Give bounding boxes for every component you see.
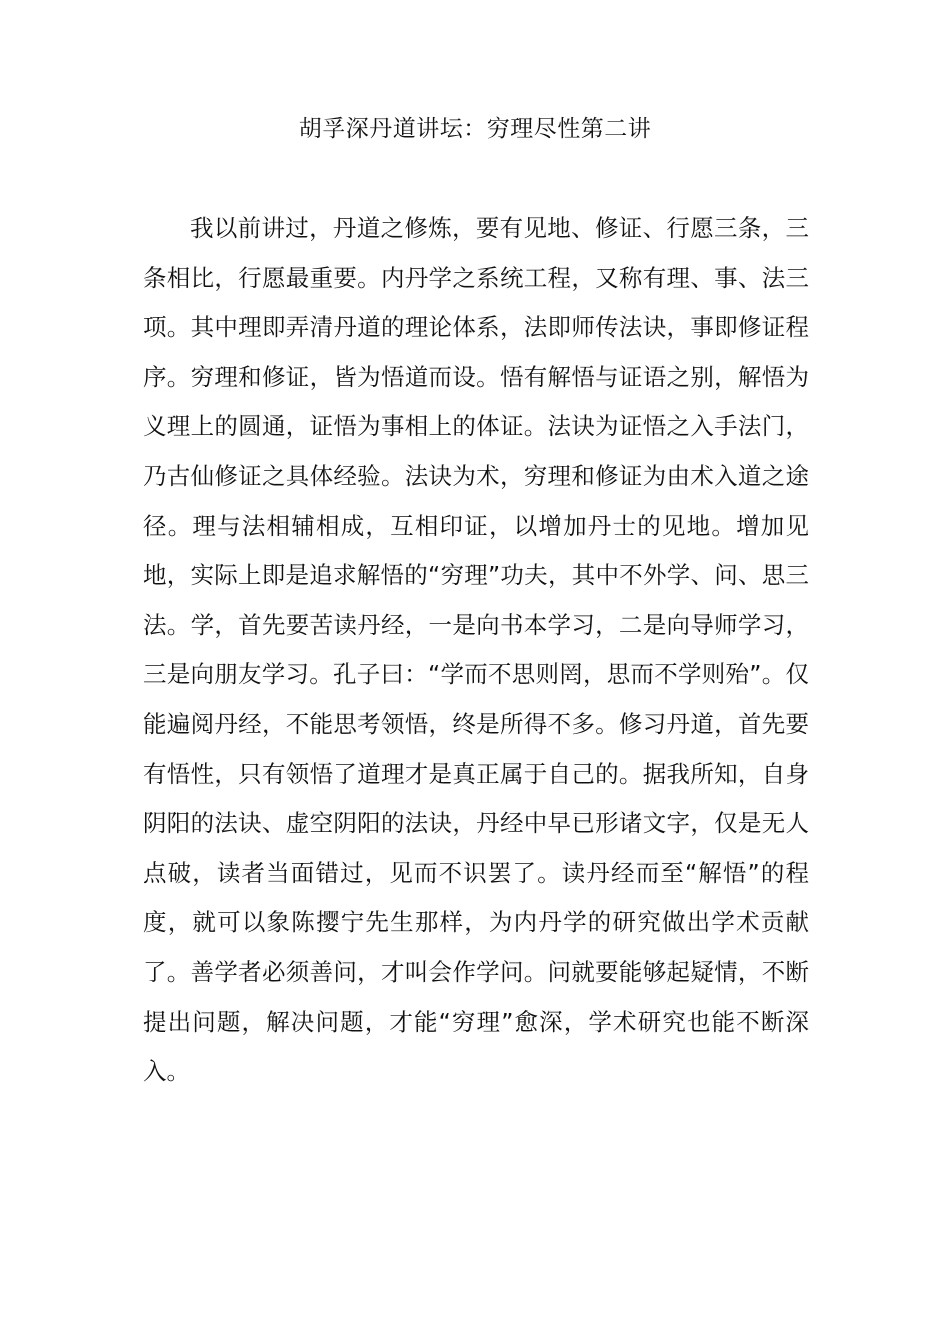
document-title: 胡孚深丹道讲坛：穷理尽性第二讲 <box>298 116 652 142</box>
body-paragraph: 我以前讲过，丹道之修炼，要有见地、修证、行愿三条，三条相比，行愿最重要。内丹学之系统工程，又称有理、事、法三项。其中理即弄清丹道的理论体系，法即师传法诀，事即修证程序。穷理和修证，皆为悟道而设。悟有解悟与证语之别，解悟为义理上的圆通，证悟为事相上的体证。法诀为证悟之入手法门，乃古仙修证之具体经验。法诀为术，穷理和修证为由术入道之途径。理与法相辅相成，互相印证，以增加丹士的见地。增加见地，实际上即是追求解悟的“穷理”功夫，其中不外学、问、思三法。学，首先要苦读丹经，一是向书本学习，二是向导师学习，三是向朋友学习。孔子曰：“学而不思则罔，思而不学则殆”。仅能遍阅丹经，不能思考领悟，终是所得不多。修习丹道，首先要有悟性，只有领悟了道理才是真正属于自己的。据我所知，自身阴阳的法诀、虚空阴阳的法诀，丹经中早已形诸文字，仅是无人点破，读者当面错过，见而不识罢了。读丹经而至“解悟”的程度，就可以象陈撄宁先生那样，为内丹学的研究做出学术贡献了。善学者必须善问，才叫会作学问。问就要能够起疑情，不断提出问题，解决问题，才能“穷理”愈深，学术研究也能不断深入。 <box>143 214 809 1086</box>
